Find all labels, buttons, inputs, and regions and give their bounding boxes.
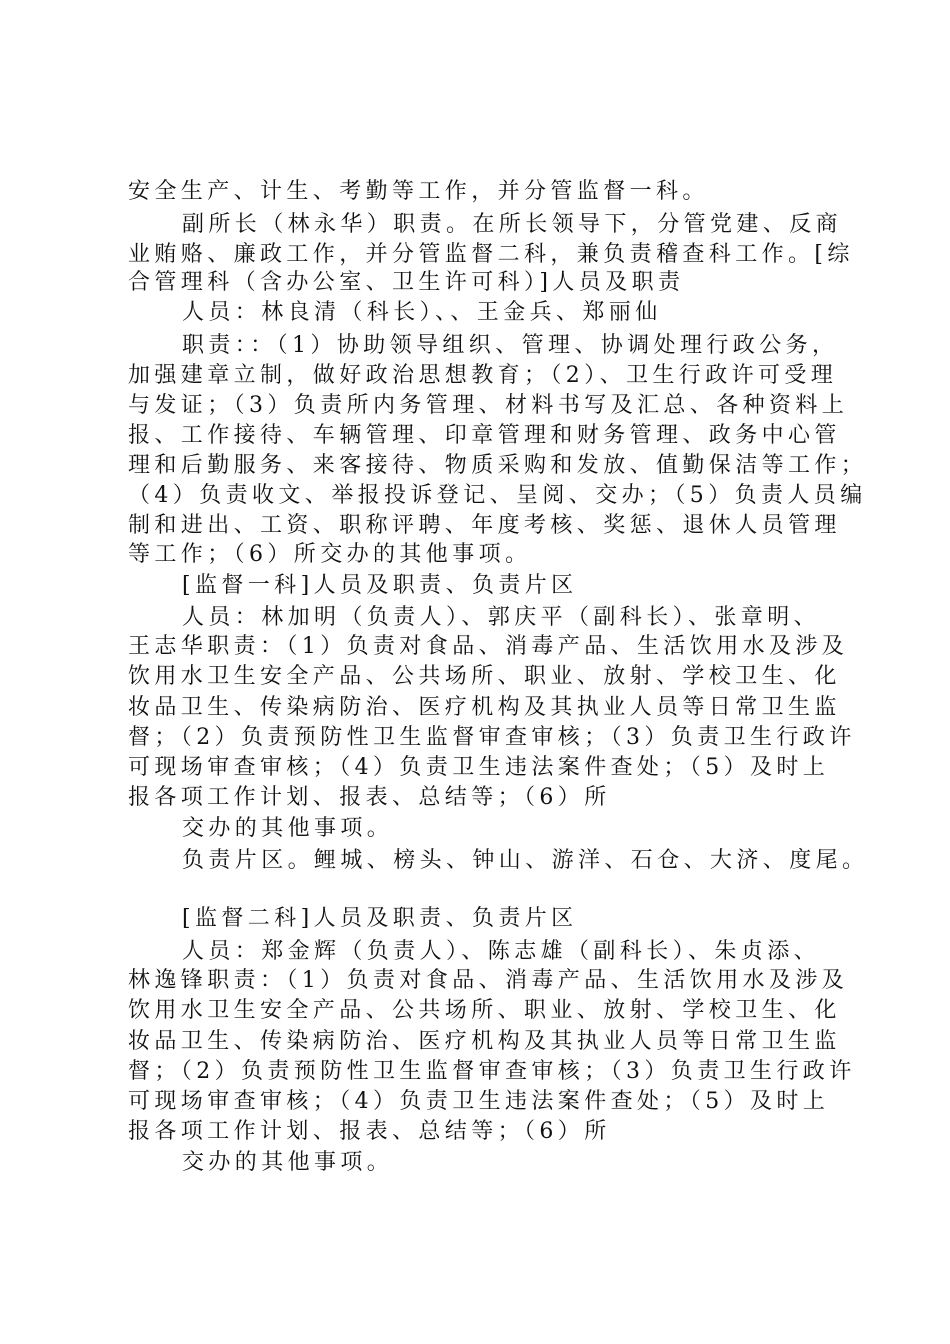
paragraph-line: 交办的其他事项。	[182, 1150, 394, 1175]
paragraph-line: 报各项工作计划、报表、总结等；（6）所	[128, 785, 611, 810]
paragraph-line: 报各项工作计划、报表、总结等；（6）所	[128, 1119, 611, 1144]
paragraph-line: 安全生产、计生、考勤等工作，并分管监督一科。	[128, 179, 709, 204]
paragraph-line: 业贿赂、廉政工作，并分管监督二科，兼负责稽查科工作。[综	[128, 242, 854, 267]
paragraph-line: 等工作；（6）所交办的其他事项。	[128, 542, 532, 567]
paragraph-line: 人员：林加明（负责人）、郭庆平（副科长）、张章明、	[182, 605, 821, 630]
paragraph-line: 交办的其他事项。	[182, 816, 394, 841]
paragraph-line: 人员：林良清（科长）、、王金兵、郑丽仙	[182, 300, 662, 325]
paragraph-line: 督；（2）负责预防性卫生监督审查审核；（3）负责卫生行政许	[128, 725, 856, 750]
paragraph-line: （4）负责收文、举报投诉登记、呈阅、交办；（5）负责人员编	[128, 483, 867, 508]
paragraph-line: 与发证；（3）负责所内务管理、材料书写及汇总、各种资料上	[128, 393, 849, 418]
paragraph-line: 饮用水卫生安全产品、公共场所、职业、放射、学校卫生、化	[128, 664, 841, 689]
paragraph-line: 报、工作接待、车辆管理、印章管理和财务管理、政务中心管	[128, 423, 841, 448]
section-heading: [监督一科]人员及职责、负责片区	[182, 573, 578, 598]
paragraph-line: 理和后勤服务、来客接待、物质采购和发放、值勤保洁等工作；	[128, 453, 868, 478]
paragraph-line: 妆品卫生、传染病防治、医疗机构及其执业人员等日常卫生监	[128, 1029, 841, 1054]
paragraph-line: 人员：郑金辉（负责人）、陈志雄（副科长）、朱贞添、	[182, 939, 821, 964]
paragraph-line: 可现场审查审核；（4）负责卫生违法案件查处；（5）及时上	[128, 1089, 830, 1114]
paragraph-line: 饮用水卫生安全产品、公共场所、职业、放射、学校卫生、化	[128, 998, 841, 1023]
paragraph-line: 副所长（林永华）职责。在所长领导下，分管党建、反商	[182, 212, 843, 237]
paragraph-line: 林逸锋职责：（1）负责对食品、消毒产品、生活饮用水及涉及	[128, 968, 849, 993]
paragraph-line: 合管理科（含办公室、卫生许可科）]人员及职责	[128, 270, 685, 295]
paragraph-line: 加强建章立制，做好政治思想教育；（2）、卫生行政许可受理	[128, 363, 838, 388]
paragraph-line: 王志华职责：（1）负责对食品、消毒产品、生活饮用水及涉及	[128, 634, 849, 659]
paragraph-line: 督；（2）负责预防性卫生监督审查审核；（3）负责卫生行政许	[128, 1059, 856, 1084]
paragraph-line: 制和进出、工资、职称评聘、年度考核、奖惩、退休人员管理	[128, 513, 841, 538]
paragraph-line: 妆品卫生、传染病防治、医疗机构及其执业人员等日常卫生监	[128, 695, 841, 720]
section-heading: [监督二科]人员及职责、负责片区	[182, 906, 578, 931]
paragraph-line: 负责片区。鲤城、榜头、钟山、游洋、石仓、大济、度尾。	[182, 848, 869, 873]
paragraph-line: 可现场审查审核；（4）负责卫生违法案件查处；（5）及时上	[128, 755, 830, 780]
paragraph-line: 职责：：（1）协助领导组织、管理、协调处理行政公务，	[182, 333, 839, 358]
